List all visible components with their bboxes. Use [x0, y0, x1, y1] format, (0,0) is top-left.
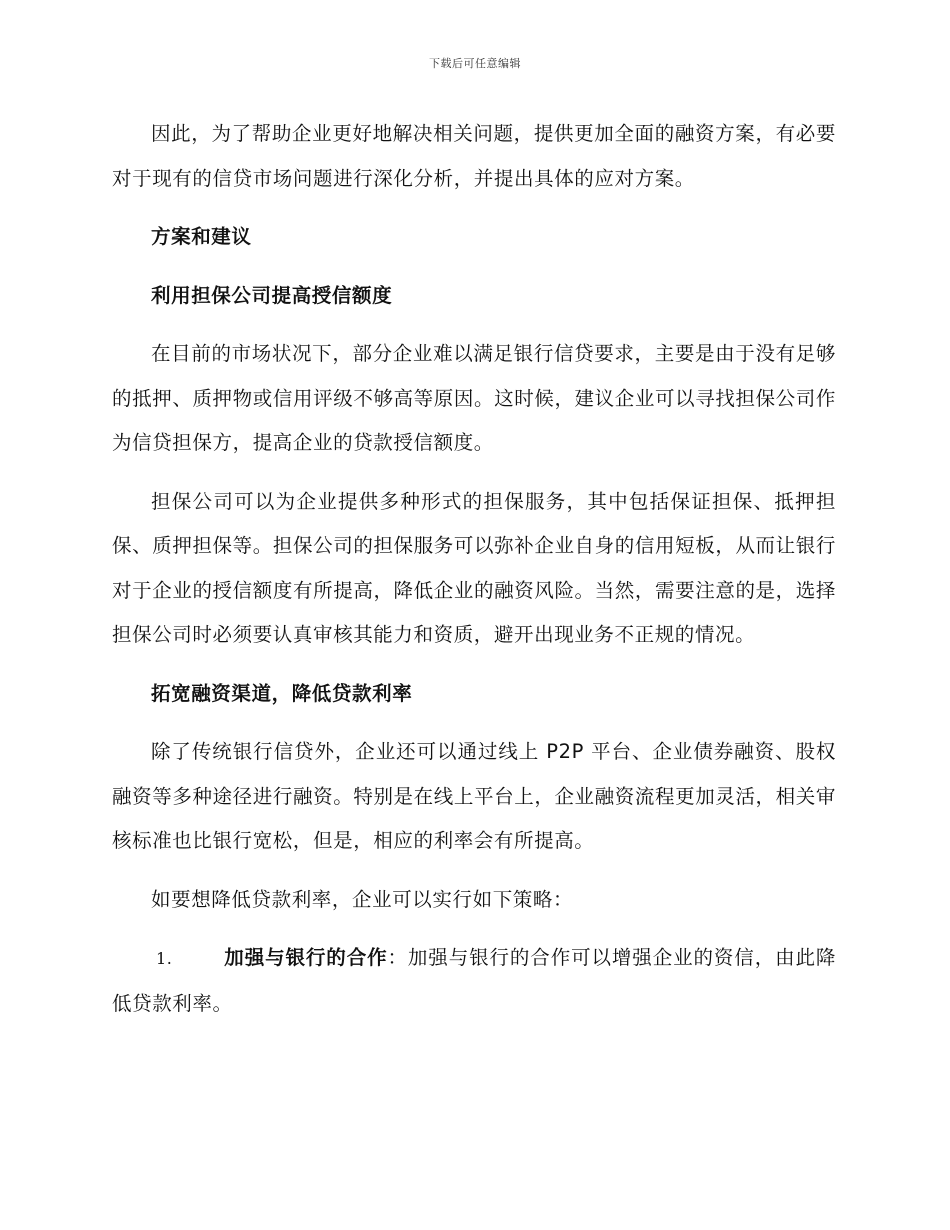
heading-channels: 拓宽融资渠道，降低贷款利率: [151, 681, 413, 705]
paragraph-2: 在目前的市场状况下，部分企业难以满足银行信贷要求，主要是由于没有足够的抵押、质押物或信用评级不够高等原因。这时候，建议企业可以寻找担保公司作为信贷担保方，提高企业的贷款授信额度。: [112, 342, 836, 454]
heading-guarantee: 利用担保公司提高授信额度: [151, 283, 393, 307]
header-note: 下载后可任意编辑: [429, 57, 521, 70]
paragraph-4: 除了传统银行信贷外，企业还可以通过线上 P2P 平台、企业债券融资、股权融资等多种途径进行融资。特别是在线上平台上，企业融资流程更加灵活，相关审核标准也比银行宽松，但是，相应的利率会有所提高。: [112, 740, 836, 852]
paragraph-3: 担保公司可以为企业提供多种形式的担保服务，其中包括保证担保、抵押担保、质押担保等。担保公司的担保服务可以弥补企业自身的信用短板，从而让银行对于企业的授信额度有所提高，降低企业的融资风险。当然，需要注意的是，选择担保公司时必须要认真审核其能力和资质，避开出现业务不正规的情况。: [112, 489, 836, 646]
list-item-text: ：加强与银行的合作可以增强企业的资信，由此降低贷款利率。: [112, 946, 836, 1015]
paragraph-5: 如要想降低贷款利率，企业可以实行如下策略：: [151, 887, 574, 911]
list-item-lead: 加强与银行的合作: [224, 946, 388, 969]
heading-proposals: 方案和建议: [151, 225, 252, 248]
paragraph-1: 因此，为了帮助企业更好地解决相关问题，提供更加全面的融资方案，有必要对于现有的信贷市场问题进行深化分析，并提出具体的应对方案。: [112, 122, 836, 190]
document-body: [112, 112, 836, 1040]
list-item: [112, 936, 836, 1026]
list-item-number: 1.: [156, 949, 173, 968]
